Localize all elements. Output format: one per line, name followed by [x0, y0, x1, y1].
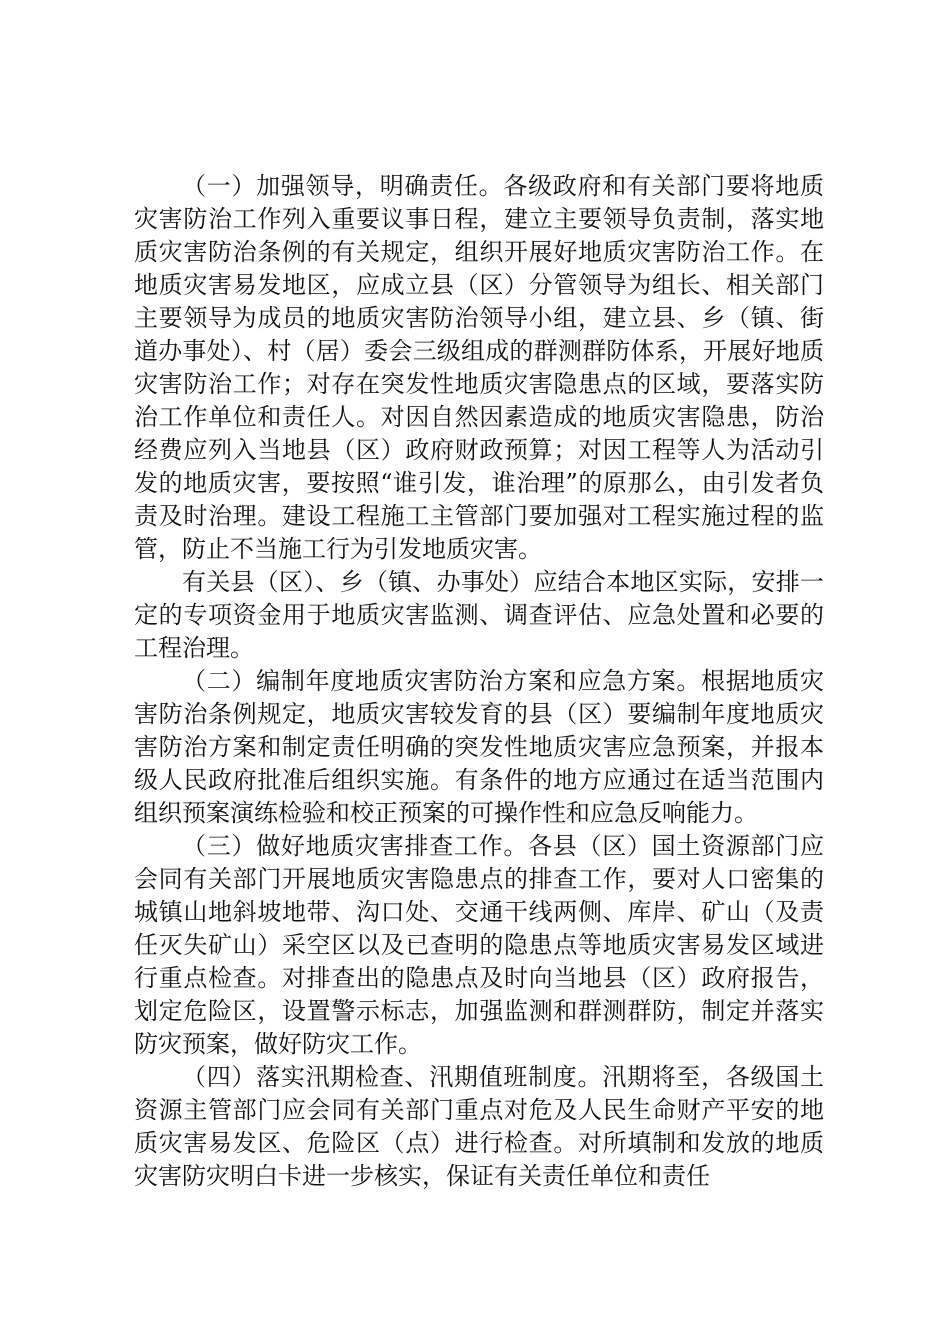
paragraph-leadership-responsibility: （一）加强领导，明确责任。各级政府和有关部门要将地质灾害防治工作列入重要议事日程，建立主要领导负责制，落实地质灾害防治条例的有关规定，组织开展好地质灾害防治工作。在地质灾害易发地区，应成立县（区）分管领导为组长、相关部门主要领导为成员的地质灾害防治领导小组，建立县、乡（镇、街道办事处）、村（居）委会三级组成的群测群防体系，开展好地质灾害防治工作；对存在突发性地质灾害隐患点的区域，要落实防治工作单位和责任人。对因自然因素造成的地质灾害隐患，防治经费应列入当地县（区）政府财政预算；对因工程等人为活动引发的地质灾害，要按照“谁引发，谁治理”的原那么，由引发者负责及时治理。建设工程施工主管部门要加强对工程实施过程的监管，防止不当施工行为引发地质灾害。 — [134, 172, 824, 563]
paragraph-hazard-inspection: （三）做好地质灾害排查工作。各县（区）国土资源部门应会同有关部门开展地质灾害隐患点的排查工作，要对人口密集的城镇山地斜坡地带、沟口处、交通干线两侧、库岸、矿山（及责任灭失矿山）采空区以及已查明的隐患点等地质灾害易发区域进行重点检查。对排查出的隐患点及时向当地县（区）政府报告，划定危险区，设置警示标志，加强监测和群测群防，制定并落实防灾预案，做好防灾工作。 — [134, 832, 824, 1058]
paragraph-special-funds: 有关县（区）、乡（镇、办事处）应结合本地区实际，安排一定的专项资金用于地质灾害监测、调查评估、应急处置和必要的工程治理。 — [134, 568, 824, 662]
paragraph-flood-season-duty: （四）落实汛期检查、汛期值班制度。汛期将至，各级国土资源主管部门应会同有关部门重点对危及人民生命财产平安的地质灾害易发区、危险区（点）进行检查。对所填制和发放的地质灾害防灾明白卡进一步核实，保证有关责任单位和责任 — [134, 1063, 824, 1190]
paragraph-annual-plan: （二）编制年度地质灾害防治方案和应急方案。根据地质灾害防治条例规定，地质灾害较发育的县（区）要编制年度地质灾害防治方案和制定责任明确的突发性地质灾害应急预案，并报本级人民政府批准后组织实施。有条件的地方应通过在适当范围内组织预案演练检验和校正预案的可操作性和应急反响能力。 — [134, 667, 824, 827]
document-body — [134, 170, 824, 1193]
